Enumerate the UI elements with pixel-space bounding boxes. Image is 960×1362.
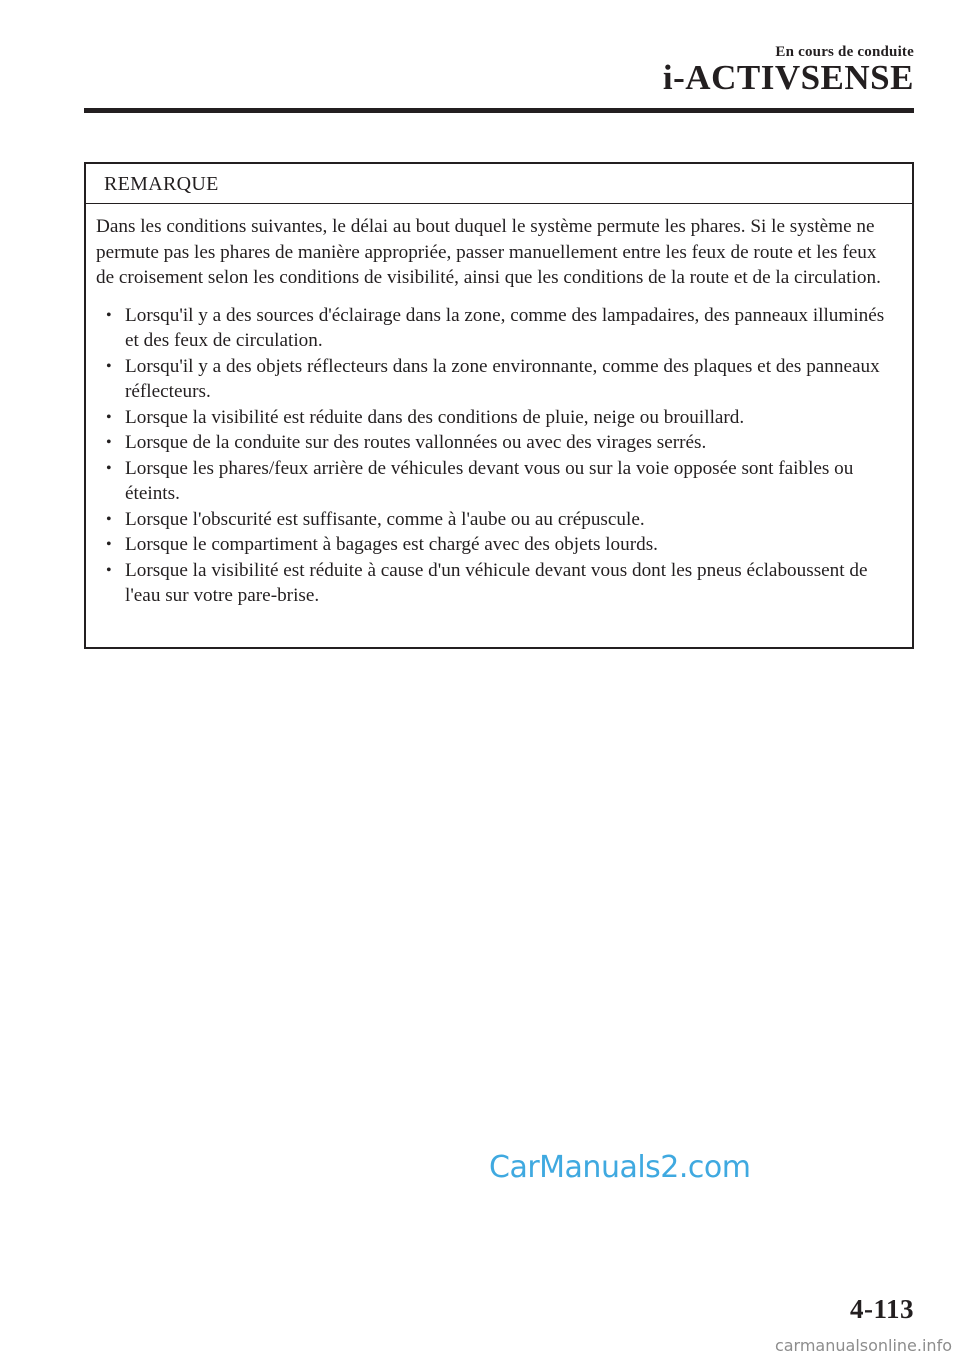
list-item (96, 405, 892, 431)
bullet-icon: • (106, 561, 112, 579)
bullet-icon: • (106, 357, 112, 375)
note-body (86, 204, 912, 609)
footer-watermark: carmanualsonline.info (774, 1336, 952, 1355)
bullet-icon: • (106, 536, 112, 553)
list-item-text: Lorsque la visibilité est réduite à cause d'un véhicule devant vous dont les pneus éclaboussent de l'eau sur votre pare-brise. (125, 559, 868, 606)
list-item-text: Lorsque le compartiment à bagages est chargé avec des objets lourds. (125, 534, 658, 555)
list-item-text: Lorsque l'obscurité est suffisante, comme à l'aube ou au crépuscule. (125, 508, 645, 530)
note-intro: Dans les conditions suivantes, le délai au bout duquel le système permute les phares. Si le système ne permute pas les phares de manière appropriée, passer manuellement entre les feux de route et les feux de croisement selon les conditions de visibilité, ainsi que les conditions de la route et de la circulation. (96, 216, 881, 288)
list-item (96, 558, 892, 609)
list-item-text: Lorsqu'il y a des sources d'éclairage dans la zone, comme des lampadaires, des panneaux illuminés et des feux de circulation. (125, 304, 885, 351)
list-item (96, 456, 892, 507)
list-item (96, 303, 892, 354)
bullet-icon: • (106, 459, 112, 477)
bullet-icon: • (106, 434, 112, 451)
bullet-icon: • (106, 510, 112, 528)
list-item (96, 354, 892, 405)
list-item-text: Lorsque les phares/feux arrière de véhicules devant vous ou sur la voie opposée sont faibles ou éteints. (125, 457, 854, 504)
note-label: REMARQUE (86, 164, 912, 204)
page-number: 4-113 (849, 1294, 914, 1324)
bullet-list (96, 303, 892, 609)
list-item-text: Lorsque la visibilité est réduite dans des conditions de pluie, neige ou brouillard. (125, 406, 745, 428)
page-title: i-ACTIVSENSE (662, 58, 914, 97)
section-heading: En cours de conduite (775, 44, 914, 60)
bullet-icon: • (106, 408, 112, 426)
watermark: CarManuals2.com (489, 1150, 751, 1185)
list-item (96, 532, 892, 558)
list-item-text: Lorsqu'il y a des objets réflecteurs dans la zone environnante, comme des plaques et des panneaux réflecteurs. (125, 355, 880, 402)
header-divider (84, 108, 914, 113)
list-item-text: Lorsque de la conduite sur des routes vallonnées ou avec des virages serrés. (125, 432, 707, 453)
bullet-icon: • (106, 306, 112, 324)
list-item (96, 507, 892, 533)
list-item (96, 430, 892, 456)
note-box (84, 162, 914, 649)
